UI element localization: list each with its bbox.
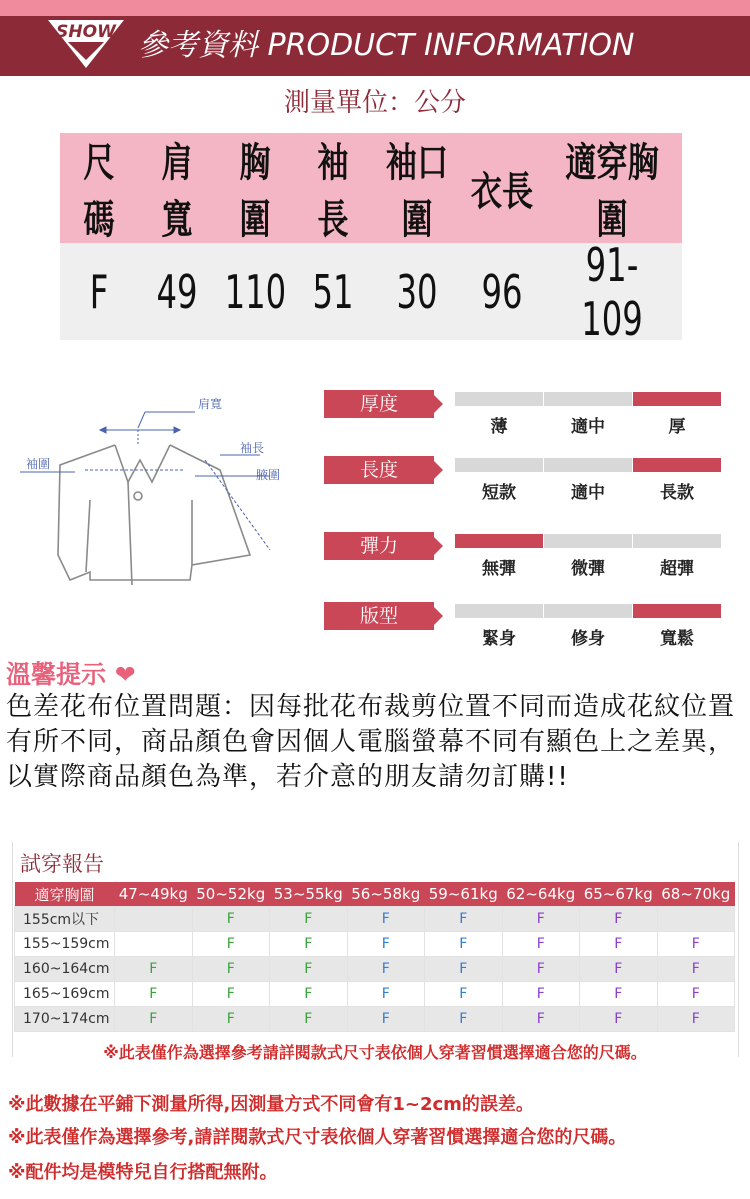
- size-header-cell: 胸圍: [239, 140, 271, 243]
- fit-header-cell: 53~55kg: [270, 882, 348, 907]
- fit-cell: F: [502, 957, 580, 982]
- attr-option: 適中: [571, 417, 605, 437]
- fit-cell: F: [425, 982, 503, 1007]
- fit-row-label: 155cm以下: [15, 907, 115, 932]
- fit-cell: F: [347, 932, 425, 957]
- size-table-row: [60, 237, 682, 346]
- fit-header-cell: 56~58kg: [347, 882, 425, 907]
- fit-cell: F: [347, 982, 425, 1007]
- fit-row-label: 165~169cm: [15, 982, 115, 1007]
- fit-cell: F: [347, 907, 425, 932]
- label-sleeve: 袖長: [240, 441, 265, 455]
- fit-header-cell: 68~70kg: [657, 882, 735, 907]
- fit-cell: F: [192, 932, 270, 957]
- measure-unit: 測量單位：公分: [283, 88, 466, 118]
- fit-row: [15, 957, 735, 982]
- fit-cell: F: [192, 1007, 270, 1032]
- attr-label: 長度: [324, 456, 434, 484]
- fit-row: [15, 932, 735, 957]
- fit-cell: F: [115, 957, 193, 982]
- fit-header-cell: 適穿胸圍: [15, 882, 115, 907]
- size-header-cell: 衣長: [470, 168, 534, 215]
- fit-cell: F: [192, 957, 270, 982]
- fit-cell: F: [192, 982, 270, 1007]
- fit-cell: F: [425, 932, 503, 957]
- label-cuff: 袖圍: [26, 457, 51, 471]
- fit-cell: F: [580, 957, 658, 982]
- fit-cell: F: [657, 982, 735, 1007]
- header-title: 參考資料 PRODUCT INFORMATION: [138, 28, 635, 63]
- size-value-cell: F: [89, 264, 109, 319]
- fit-header-row: [15, 882, 735, 907]
- attr-option: 寬鬆: [660, 629, 694, 649]
- fit-cell: F: [270, 982, 348, 1007]
- size-value-cell: 51: [312, 264, 354, 319]
- fit-cell: F: [425, 1007, 503, 1032]
- attr-level-bar: [633, 604, 721, 618]
- size-value-cell: 110: [224, 264, 287, 319]
- fit-row: [15, 982, 735, 1007]
- jacket-diagram: [20, 390, 300, 600]
- fit-row: [15, 907, 735, 932]
- size-header-cell: 袖口圍: [385, 140, 449, 243]
- size-value-cell: 91-109: [581, 237, 643, 346]
- attr-level-bar: [544, 604, 632, 618]
- fit-report-note: ※此表僅作為選擇參考請詳閱款式尺寸表依個人穿著習慣選擇適合您的尺碼。: [103, 1043, 647, 1062]
- fit-cell: F: [502, 932, 580, 957]
- attr-level-bar: [633, 458, 721, 472]
- attr-option: 薄: [490, 417, 508, 437]
- size-header-cell: 尺碼: [83, 140, 115, 243]
- fit-header-cell: 62~64kg: [502, 882, 580, 907]
- attr-level-bar: [455, 534, 543, 548]
- attr-label: 彈力: [324, 532, 434, 560]
- attr-level-bar: [544, 392, 632, 406]
- fit-row: [15, 1007, 735, 1032]
- attr-level-bar: [455, 392, 543, 406]
- footnote-3: ※配件均是模特兒自行搭配無附。: [8, 1162, 278, 1183]
- label-shoulder: 肩寬: [198, 397, 223, 411]
- attr-option: 厚: [668, 417, 686, 437]
- fit-header-cell: 47~49kg: [115, 882, 193, 907]
- fit-cell: [115, 932, 193, 957]
- attr-option: 無彈: [482, 559, 516, 579]
- label-waist: 腋圍: [256, 468, 281, 482]
- fit-cell: [115, 907, 193, 932]
- fit-cell: F: [502, 982, 580, 1007]
- fit-cell: F: [347, 957, 425, 982]
- fit-cell: F: [502, 907, 580, 932]
- fit-cell: F: [270, 957, 348, 982]
- attr-label: 厚度: [324, 390, 434, 418]
- attr-arrow-icon: [434, 461, 443, 479]
- size-header-cell: 適穿胸圍: [565, 140, 659, 243]
- fit-cell: F: [580, 1007, 658, 1032]
- fit-header-cell: 65~67kg: [580, 882, 658, 907]
- attr-level-bar: [544, 458, 632, 472]
- notice-title: [6, 655, 136, 691]
- size-value-cell: 49: [156, 264, 198, 319]
- size-table-header: [60, 133, 682, 243]
- fit-cell: F: [270, 1007, 348, 1032]
- notice-body: 色差花布位置問題：因每批花布裁剪位置不同而造成花紋位置有所不同，商品顏色會因個人電腦螢幕不同有顯色上之差異，以實際商品顏色為準，若介意的朋友請勿訂購!!: [6, 692, 736, 792]
- attr-option: 長款: [660, 483, 694, 503]
- attr-arrow-icon: [434, 607, 443, 625]
- heart-icon: ❤: [114, 660, 136, 689]
- size-header-cell: 袖長: [317, 140, 349, 243]
- fit-cell: F: [580, 907, 658, 932]
- fit-cell: F: [657, 932, 735, 957]
- attr-option: 緊身: [482, 629, 516, 649]
- fit-cell: F: [657, 957, 735, 982]
- attr-level-bar: [455, 458, 543, 472]
- fit-cell: F: [270, 932, 348, 957]
- footnote-1: ※此數據在平鋪下測量所得,因測量方式不同會有1~2cm的誤差。: [8, 1094, 534, 1115]
- attr-level-bar: [633, 392, 721, 406]
- size-header-cell: 肩寬: [161, 140, 193, 243]
- fit-cell: F: [115, 1007, 193, 1032]
- fit-cell: F: [270, 907, 348, 932]
- attr-option: 適中: [571, 483, 605, 503]
- show-badge-text: SHOW: [56, 22, 116, 42]
- fit-report-title: 試穿報告: [20, 852, 104, 876]
- fit-cell: F: [580, 932, 658, 957]
- header-top-stripe: [0, 0, 750, 16]
- fit-row-label: 155~159cm: [15, 932, 115, 957]
- attr-arrow-icon: [434, 537, 443, 555]
- fit-cell: [657, 907, 735, 932]
- size-value-cell: 30: [396, 264, 438, 319]
- attr-level-bar: [455, 604, 543, 618]
- fit-cell: F: [192, 907, 270, 932]
- attr-label: 版型: [324, 602, 434, 630]
- fit-cell: F: [347, 1007, 425, 1032]
- fit-cell: F: [657, 1007, 735, 1032]
- attr-level-bar: [633, 534, 721, 548]
- footnote-2: ※此表僅作為選擇參考,請詳閱款式尺寸表依個人穿著習慣選擇適合您的尺碼。: [8, 1127, 627, 1148]
- attr-option: 微彈: [571, 559, 605, 579]
- notice-title-text: 溫馨提示: [6, 660, 107, 689]
- attr-option: 短款: [482, 483, 516, 503]
- fit-cell: F: [425, 957, 503, 982]
- attr-option: 超彈: [660, 559, 694, 579]
- fit-cell: F: [580, 982, 658, 1007]
- fit-row-label: 170~174cm: [15, 1007, 115, 1032]
- fit-report-table: [14, 882, 735, 1032]
- fit-cell: F: [502, 1007, 580, 1032]
- size-table: [60, 133, 682, 346]
- attr-arrow-icon: [434, 395, 443, 413]
- fit-header-cell: 50~52kg: [192, 882, 270, 907]
- fit-header-cell: 59~61kg: [425, 882, 503, 907]
- show-badge: [48, 16, 124, 68]
- fit-row-label: 160~164cm: [15, 957, 115, 982]
- attr-option: 修身: [571, 629, 605, 649]
- fit-cell: F: [115, 982, 193, 1007]
- fit-cell: F: [425, 907, 503, 932]
- attr-level-bar: [544, 534, 632, 548]
- size-value-cell: 96: [481, 264, 523, 319]
